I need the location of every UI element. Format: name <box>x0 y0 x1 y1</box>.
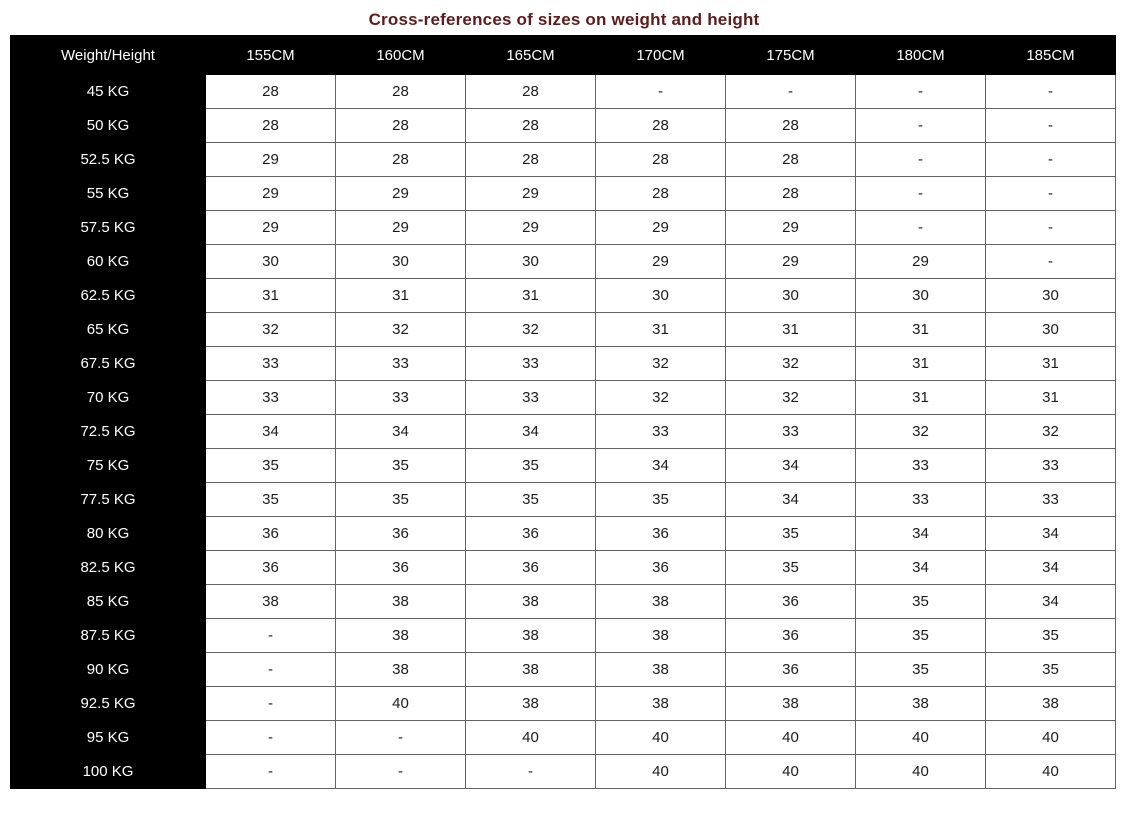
size-cell: 30 <box>596 279 726 313</box>
size-cell: 29 <box>336 177 466 211</box>
size-cell: 35 <box>466 483 596 517</box>
size-cell: 35 <box>206 483 336 517</box>
size-cell: 33 <box>986 449 1116 483</box>
table-row <box>11 347 1116 381</box>
size-cell: - <box>466 755 596 789</box>
size-cell: 33 <box>466 347 596 381</box>
size-cell: 31 <box>336 279 466 313</box>
row-header-weight: 92.5 KG <box>11 687 206 721</box>
size-cell: - <box>856 211 986 245</box>
size-cell: 28 <box>596 109 726 143</box>
table-row <box>11 517 1116 551</box>
size-cell: 30 <box>856 279 986 313</box>
size-cell: 32 <box>726 381 856 415</box>
size-cell: 35 <box>856 619 986 653</box>
size-cell: 31 <box>856 347 986 381</box>
size-cell: 28 <box>466 109 596 143</box>
size-cross-reference-table <box>10 35 1116 789</box>
size-cell: 30 <box>336 245 466 279</box>
size-cell: 34 <box>596 449 726 483</box>
column-header-height-160cm: 160CM <box>336 36 466 75</box>
size-cell: 29 <box>206 143 336 177</box>
size-cell: 38 <box>856 687 986 721</box>
size-cell: 36 <box>336 517 466 551</box>
size-cell: 36 <box>596 551 726 585</box>
size-cell: - <box>336 721 466 755</box>
size-cell: 40 <box>986 721 1116 755</box>
table-row <box>11 653 1116 687</box>
size-cell: 32 <box>726 347 856 381</box>
size-cell: 29 <box>596 245 726 279</box>
table-row <box>11 483 1116 517</box>
size-cell: 40 <box>466 721 596 755</box>
size-cell: 30 <box>206 245 336 279</box>
size-cell: 28 <box>596 177 726 211</box>
size-cell: 31 <box>206 279 336 313</box>
table-row <box>11 109 1116 143</box>
column-header-height-155cm: 155CM <box>206 36 336 75</box>
row-header-weight: 70 KG <box>11 381 206 415</box>
size-cell: 38 <box>466 653 596 687</box>
size-cell: 32 <box>466 313 596 347</box>
size-cell: 30 <box>986 279 1116 313</box>
size-cell: 33 <box>856 449 986 483</box>
size-cell: 34 <box>726 449 856 483</box>
table-body <box>11 75 1116 789</box>
size-cell: 35 <box>206 449 336 483</box>
column-header-height-175cm: 175CM <box>726 36 856 75</box>
row-header-weight: 67.5 KG <box>11 347 206 381</box>
size-cell: 29 <box>206 211 336 245</box>
row-header-weight: 77.5 KG <box>11 483 206 517</box>
size-cell: 40 <box>336 687 466 721</box>
size-cell: 28 <box>596 143 726 177</box>
size-cell: - <box>986 177 1116 211</box>
size-cell: 32 <box>596 381 726 415</box>
size-cell: 33 <box>596 415 726 449</box>
size-cell: 31 <box>726 313 856 347</box>
size-cell: 36 <box>206 517 336 551</box>
table-row <box>11 755 1116 789</box>
size-cell: 34 <box>856 551 986 585</box>
table-row <box>11 415 1116 449</box>
table-row <box>11 279 1116 313</box>
size-cell: 35 <box>856 585 986 619</box>
row-header-weight: 85 KG <box>11 585 206 619</box>
size-cell: 36 <box>466 517 596 551</box>
size-cell: 29 <box>596 211 726 245</box>
column-header-height-185cm: 185CM <box>986 36 1116 75</box>
row-header-weight: 57.5 KG <box>11 211 206 245</box>
size-cell: 34 <box>726 483 856 517</box>
size-cell: 30 <box>986 313 1116 347</box>
size-cell: 40 <box>726 721 856 755</box>
size-cell: 36 <box>206 551 336 585</box>
size-cell: 30 <box>466 245 596 279</box>
size-cell: - <box>336 755 466 789</box>
table-row <box>11 143 1116 177</box>
size-cell: 33 <box>466 381 596 415</box>
size-cell: 38 <box>466 585 596 619</box>
size-cell: 30 <box>726 279 856 313</box>
row-header-weight: 75 KG <box>11 449 206 483</box>
row-header-weight: 60 KG <box>11 245 206 279</box>
size-cell: 38 <box>596 687 726 721</box>
column-header-height-170cm: 170CM <box>596 36 726 75</box>
page-title: Cross-references of sizes on weight and height <box>368 10 760 29</box>
table-row <box>11 211 1116 245</box>
size-cell: - <box>986 109 1116 143</box>
size-cell: 36 <box>336 551 466 585</box>
size-cell: 28 <box>206 109 336 143</box>
size-cell: 35 <box>986 653 1116 687</box>
size-cell: 29 <box>726 245 856 279</box>
size-cell: 28 <box>726 143 856 177</box>
size-cell: 29 <box>336 211 466 245</box>
size-cell: 34 <box>856 517 986 551</box>
size-cell: 31 <box>986 381 1116 415</box>
size-cell: 28 <box>336 75 466 109</box>
size-cell: 32 <box>596 347 726 381</box>
size-cell: 40 <box>596 755 726 789</box>
size-cell: 38 <box>466 619 596 653</box>
row-header-weight: 95 KG <box>11 721 206 755</box>
size-cell: 34 <box>206 415 336 449</box>
size-cell: 40 <box>856 721 986 755</box>
size-cell: 40 <box>596 721 726 755</box>
size-cell: 40 <box>856 755 986 789</box>
row-header-weight: 55 KG <box>11 177 206 211</box>
size-cell: 28 <box>336 109 466 143</box>
size-cell: 28 <box>466 75 596 109</box>
size-cell: 38 <box>336 653 466 687</box>
row-header-weight: 52.5 KG <box>11 143 206 177</box>
size-cell: 35 <box>726 517 856 551</box>
size-cell: 33 <box>856 483 986 517</box>
row-header-weight: 45 KG <box>11 75 206 109</box>
header-row <box>11 36 1116 75</box>
size-cell: 38 <box>596 653 726 687</box>
size-cell: 28 <box>466 143 596 177</box>
table-row <box>11 245 1116 279</box>
size-cell: 33 <box>726 415 856 449</box>
size-cell: 32 <box>336 313 466 347</box>
size-cell: 33 <box>206 381 336 415</box>
row-header-weight: 50 KG <box>11 109 206 143</box>
table-row <box>11 177 1116 211</box>
size-cell: 38 <box>726 687 856 721</box>
size-cell: 34 <box>986 585 1116 619</box>
row-header-weight: 100 KG <box>11 755 206 789</box>
size-cell: 31 <box>596 313 726 347</box>
size-cell: 28 <box>726 109 856 143</box>
size-cell: 33 <box>986 483 1116 517</box>
table-row <box>11 687 1116 721</box>
size-cell: - <box>206 721 336 755</box>
corner-header-weight-height: Weight/Height <box>11 36 206 75</box>
size-cell: 35 <box>726 551 856 585</box>
size-cell: 29 <box>856 245 986 279</box>
size-cell: 29 <box>466 177 596 211</box>
size-cell: 34 <box>336 415 466 449</box>
size-cell: 38 <box>336 619 466 653</box>
size-cell: - <box>206 653 336 687</box>
size-cell: 28 <box>206 75 336 109</box>
row-header-weight: 82.5 KG <box>11 551 206 585</box>
size-cell: 36 <box>466 551 596 585</box>
table-row <box>11 551 1116 585</box>
size-cell: - <box>986 245 1116 279</box>
size-cell: 38 <box>986 687 1116 721</box>
row-header-weight: 90 KG <box>11 653 206 687</box>
size-cell: 36 <box>726 619 856 653</box>
size-cell: 28 <box>336 143 466 177</box>
column-header-height-180cm: 180CM <box>856 36 986 75</box>
size-cell: 33 <box>206 347 336 381</box>
table-row <box>11 449 1116 483</box>
size-cell: - <box>856 143 986 177</box>
table-header <box>11 36 1116 75</box>
column-header-height-165cm: 165CM <box>466 36 596 75</box>
row-header-weight: 72.5 KG <box>11 415 206 449</box>
size-cell: 31 <box>856 313 986 347</box>
size-cell: 35 <box>336 483 466 517</box>
size-cell: 32 <box>986 415 1116 449</box>
size-cell: 40 <box>986 755 1116 789</box>
size-cell: 32 <box>856 415 986 449</box>
size-cell: 32 <box>206 313 336 347</box>
size-cell: 38 <box>336 585 466 619</box>
size-cell: 35 <box>336 449 466 483</box>
row-header-weight: 87.5 KG <box>11 619 206 653</box>
size-cell: - <box>206 687 336 721</box>
row-header-weight: 80 KG <box>11 517 206 551</box>
size-cell: 35 <box>596 483 726 517</box>
row-header-weight: 65 KG <box>11 313 206 347</box>
size-cell: 38 <box>466 687 596 721</box>
size-cell: 31 <box>986 347 1116 381</box>
size-cell: 36 <box>726 653 856 687</box>
size-cell: - <box>856 75 986 109</box>
size-cell: 31 <box>466 279 596 313</box>
size-cell: 28 <box>726 177 856 211</box>
size-cell: - <box>986 75 1116 109</box>
size-cell: - <box>206 619 336 653</box>
size-cell: 33 <box>336 347 466 381</box>
size-cell: 35 <box>986 619 1116 653</box>
size-cell: 36 <box>596 517 726 551</box>
size-cell: - <box>726 75 856 109</box>
size-cell: 31 <box>856 381 986 415</box>
size-cell: 29 <box>466 211 596 245</box>
size-cell: 35 <box>466 449 596 483</box>
size-cell: - <box>856 177 986 211</box>
size-cell: 29 <box>726 211 856 245</box>
size-cell: 35 <box>856 653 986 687</box>
size-cell: 34 <box>986 551 1116 585</box>
size-cell: - <box>596 75 726 109</box>
size-cell: - <box>986 211 1116 245</box>
size-cell: 38 <box>206 585 336 619</box>
table-row <box>11 75 1116 109</box>
table-row <box>11 721 1116 755</box>
size-cell: 40 <box>726 755 856 789</box>
size-cell: 36 <box>726 585 856 619</box>
size-cell: 38 <box>596 585 726 619</box>
table-row <box>11 619 1116 653</box>
size-cell: - <box>986 143 1116 177</box>
size-cell: 34 <box>466 415 596 449</box>
row-header-weight: 62.5 KG <box>11 279 206 313</box>
size-cell: - <box>206 755 336 789</box>
size-cell: 38 <box>596 619 726 653</box>
size-cell: - <box>856 109 986 143</box>
size-cell: 33 <box>336 381 466 415</box>
size-cell: 29 <box>206 177 336 211</box>
table-row <box>11 313 1116 347</box>
table-row <box>11 585 1116 619</box>
table-row <box>11 381 1116 415</box>
size-cell: 34 <box>986 517 1116 551</box>
